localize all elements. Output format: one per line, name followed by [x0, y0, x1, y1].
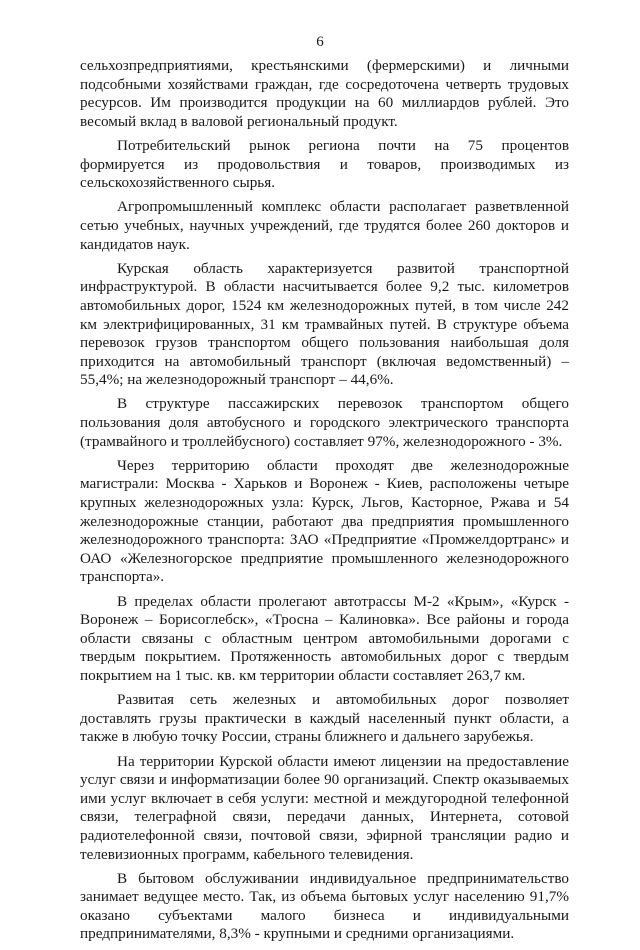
- paragraph-consumer-market: Потребительский рынок региона почти на 75 процентов формируется из продовольствия и товаров, производимых из сельскохозяйственного сырья.: [80, 136, 569, 192]
- paragraph-railway-lines: Через территорию области проходят две железнодорожные магистрали: Москва - Харьков и Воронеж - Киев, расположены четыре крупных железнодорожных узла: Курск, Льгов, Касторное, Ржава и 54 железнодорожные станции, работают два предприятия промышленного железнодорожного транспорта: ЗАО «Предприятие «Промжелдортранс» и ОАО «Железногорское предприятие промышленного железнодорожного транспорта».: [80, 456, 569, 586]
- paragraph-consumer-services: В бытовом обслуживании индивидуальное предпринимательство занимает ведущее место. Так, из объема бытовых услуг населению 91,7% оказано субъектами малого бизнеса и индивидуальными предпринимателями, 8,3% - крупными и средними организациями.: [80, 869, 569, 943]
- paragraph-highways: В пределах области пролегают автотрассы М-2 «Крым», «Курск - Воронеж – Борисоглебск», «Тросна – Калиновка». Все районы и города области связаны с областным центром автомобильными дорогами с твердым покрытием. Протяженность автомобильных дорог с твердым покрытием на 1 тыс. кв. км территории области составляет 263,7 км.: [80, 592, 569, 684]
- paragraph-passenger-transport: В структуре пассажирских перевозок транспортом общего пользования доля автобусного и городского электрического транспорта (трамвайного и троллейбусного) составляет 97%, железнодорожного - 3%.: [80, 395, 569, 450]
- paragraph-communications: На территории Курской области имеют лицензии на предоставление услуг связи и информатизации более 90 организаций. Спектр оказываемых ими услуг включает в себя услуги: местной и междугородной телефонной связи, телеграфной связи, передачи данных, Интернета, сотовой радиотелефонной связи, почтовой связи, эфирной трансляции радио и телевизионных программ, кабельного телевидения.: [80, 752, 569, 863]
- paragraph-agro-industrial-complex: Агропромышленный комплекс области располагает разветвленной сетью учебных, научных учреждений, где трудятся более 260 докторов и кандидатов наук.: [80, 198, 569, 253]
- document-body: [80, 57, 569, 950]
- paragraph-road-network: Развитая сеть железных и автомобильных дорог позволяет доставлять грузы практически в каждый населенный пункт области, а также в любую точку России, страны ближнего и дальнего зарубежья.: [80, 691, 569, 746]
- paragraph-agriculture-workforce: сельхозпредприятиями, крестьянскими (фермерскими) и личными подсобными хозяйствами граждан, где сосредоточена четверть трудовых ресурсов. Им производится продукции на 60 миллиардов рублей. Это весомый вклад в валовой региональный продукт.: [80, 57, 569, 130]
- paragraph-transport-infrastructure: Курская область характеризуется развитой транспортной инфраструктурой. В области насчитывается более 9,2 тыс. километров автомобильных дорог, 1524 км железнодорожных путей, в том числе 242 км электрифицированных, 31 км трамвайных путей. В структуре объема перевозок грузов транспортом общего пользования наибольшая доля приходится на автомобильный транспорт (включая ведомственный) – 55,4%; на железнодорожный транспорт – 44,6%.: [80, 259, 569, 389]
- page-number: 6: [316, 34, 324, 50]
